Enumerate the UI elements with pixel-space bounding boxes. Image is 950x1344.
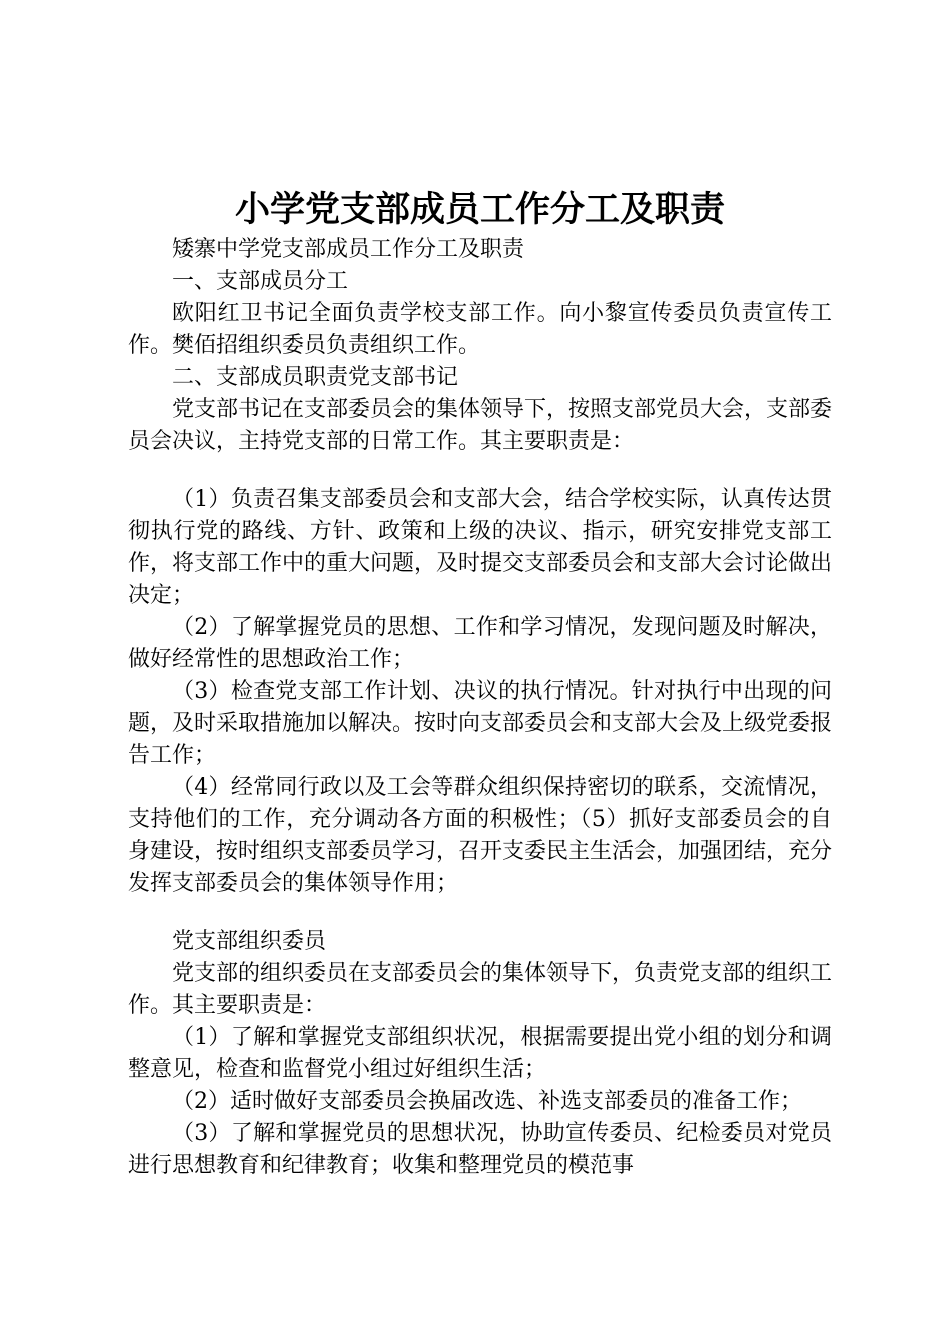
- paragraph-secretary-duty-3: （3）检查党支部工作计划、决议的执行情况。针对执行中出现的问题，及时采取措施加以解决。按时向支部委员会和支部大会及上级党委报告工作；: [128, 679, 833, 768]
- paragraph-secretary-duty-2: （2）了解掌握党员的思想、工作和学习情况，发现问题及时解决，做好经常性的思想政治工作；: [128, 615, 832, 672]
- paragraph-subtitle: 矮寨中学党支部成员工作分工及职责: [172, 237, 525, 262]
- paragraph-secretary-duty-1: （1）负责召集支部委员会和支部大会，结合学校实际，认真传达贯彻执行党的路线、方针、政策和上级的决议、指示，研究安排党支部工作，将支部工作中的重大问题，及时提交支部委员会和支部大会讨论做出决定；: [128, 487, 833, 608]
- paragraph-section-2-heading: 二、支部成员职责党支部书记: [172, 365, 459, 390]
- paragraph-organization-intro: 党支部的组织委员在支部委员会的集体领导下，负责党支部的组织工作。其主要职责是：: [128, 961, 833, 1018]
- document-body: [128, 234, 832, 1182]
- paragraph-organization-duty-1: （1）了解和掌握党支部组织状况，根据需要提出党小组的划分和调整意见，检查和监督党小组过好组织生活；: [128, 1025, 832, 1082]
- paragraph-member-division: 欧阳红卫书记全面负责学校支部工作。向小黎宣传委员负责宣传工作。樊佰招组织委员负责组织工作。: [128, 301, 832, 358]
- paragraph-section-1-heading: 一、支部成员分工: [172, 269, 349, 294]
- document-title: 小学党支部成员工作分工及职责: [234, 189, 725, 230]
- document-page: [128, 186, 832, 1182]
- paragraph-secretary-intro: 党支部书记在支部委员会的集体领导下，按照支部党员大会，支部委员会决议，主持党支部的日常工作。其主要职责是：: [128, 397, 833, 454]
- paragraph-organization-duty-3: （3）了解和掌握党员的思想状况，协助宣传委员、纪检委员对党员进行思想教育和纪律教育；收集和整理党员的模范事: [128, 1121, 832, 1178]
- paragraph-organization-heading: 党支部组织委员: [172, 929, 327, 954]
- paragraph-organization-duty-2: （2）适时做好支部委员会换届改选、补选支部委员的准备工作；: [172, 1089, 802, 1114]
- paragraph-secretary-duty-4-5: （4）经常同行政以及工会等群众组织保持密切的联系，交流情况，支持他们的工作，充分调动各方面的积极性；（5）抓好支部委员会的自身建设，按时组织支部委员学习，召开支委民主生活会，加强团结，充分发挥支部委员会的集体领导作用；: [128, 775, 833, 896]
